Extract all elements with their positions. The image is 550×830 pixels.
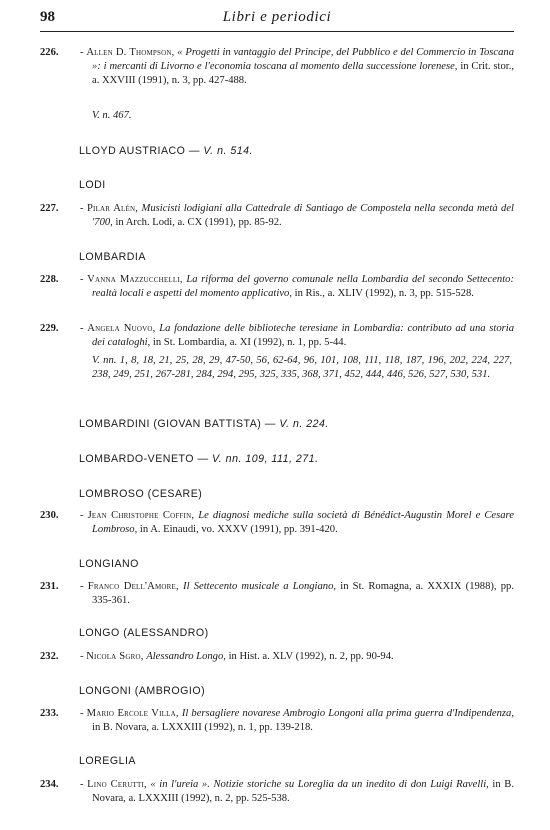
entry-publication: in Hist. a. XLV (1992), n. 2, pp. 90-94. <box>228 651 394 662</box>
entry-author: Angela Nuovo, <box>87 323 156 334</box>
page-header <box>40 8 514 32</box>
entry-text: - Vanna Mazzucchelli, La riforma del governo comunale nella Lombardia del secondo Settecento: realtà locali e aspetti del momento applicativo, in Ris., a. XLIV (1992), n. 3, pp. 515-528. <box>80 274 514 299</box>
entry-text: - Lino Cerutti, « in l'ureia ». Notizie storiche su Loreglia da un inedito di don Luigi Ravelli, in B. Novara, a. LXXXIII (1992), n. 2, pp. 525-538. <box>80 779 514 804</box>
entry-title: « Progetti in vantaggio del Principe, del Pubblico e del Commercio in Toscana »: i mercanti di Livorno e l'economia toscana al momento della successione lorenese, <box>92 47 514 72</box>
entry-227 <box>40 202 514 230</box>
entry-234 <box>40 778 514 806</box>
subject-lodi: LODI <box>79 179 106 191</box>
entry-230 <box>40 509 514 537</box>
entry-number: 229. <box>40 323 59 334</box>
entry-author: Franco Dell'Amore, <box>87 581 179 592</box>
entry-title: Alessandro Longo, <box>146 651 226 662</box>
entry-229-crossref: V. nn. 1, 8, 18, 21, 25, 28, 29, 47-50, 56, 62-64, 96, 101, 108, 111, 118, 187, 196, 202, 224, 227, 238, 249, 251, 267-281, 284, 294, 295, 325, 335, 368, 371, 452, 444, 446, 526, 527, 530, 531. <box>92 355 512 380</box>
entry-text: - Allen D. Thompson, « Progetti in vantaggio del Principe, del Pubblico e del Commercio in Toscana »: i mercanti di Livorno e l'economia toscana al momento della successione lorenese, in Crit. stor., a. XXVIII (1991), n. 3, pp. 427-488. <box>80 47 514 86</box>
entry-text: - Angela Nuovo, La fondazione delle biblioteche teresiane in Lombardia: contributo ad una storia dei cataloghi, in St. Lombardia, a. XI (1992), n. 1, pp. 5-44. <box>80 323 514 348</box>
entry-author: Lino Cerutti, <box>87 779 147 790</box>
entry-publication: in Ris., a. XLIV (1992), n. 3, pp. 515-528. <box>294 288 474 299</box>
entry-number: 232. <box>40 651 59 662</box>
entry-228 <box>40 273 514 301</box>
running-title: Libri e periodici <box>222 9 332 25</box>
entry-title: La fondazione delle biblioteche teresiane in Lombardia: contributo ad una storia dei cataloghi, <box>92 323 514 348</box>
entry-publication: in St. Romagna, a. XXXIX (1988), pp. 335-361. <box>92 581 515 606</box>
subject-lombroso: LOMBROSO (CESARE) <box>79 488 203 500</box>
entry-text: - Nicola Sgro, Alessandro Longo, in Hist. a. XLV (1992), n. 2, pp. 90-94. <box>80 651 394 662</box>
entry-number: 233. <box>40 708 59 719</box>
entry-publication: in B. Novara, a. LXXXIII (1992), n. 2, pp. 525-538. <box>92 779 514 804</box>
entry-author: Vanna Mazzucchelli, <box>87 274 183 285</box>
entry-publication: in St. Lombardia, a. XI (1992), n. 1, pp. 5-44. <box>152 337 347 348</box>
subject-longoni: LONGONI (AMBROGIO) <box>79 685 206 697</box>
entry-229 <box>40 322 514 350</box>
entry-author: Jean Christophe Coffin, <box>87 510 195 521</box>
header-rule <box>40 31 514 32</box>
entry-title: Il Settecento musicale a Longiano, <box>183 581 337 592</box>
entry-number: 226. <box>40 47 59 58</box>
entry-title: « in l'ureia ». Notizie storiche su Loreglia da un inedito di don Luigi Ravelli, <box>150 779 489 790</box>
entry-232 <box>40 650 514 664</box>
entry-title: Le diagnosi mediche sulla società di Bénédict-Augustin Morel e Cesare Lombroso, <box>92 510 514 535</box>
page-number: 98 <box>40 9 55 25</box>
subject-lombardo-veneto: LOMBARDO-VENETO — V. nn. 109, 111, 271. <box>79 453 319 465</box>
entry-text: - Mario Ercole Villa, Il bersagliere novarese Ambrogio Longoni alla prima guerra d'Indipendenza, in B. Novara, a. LXXXIII (1992), n. 1, pp. 139-218. <box>80 708 514 733</box>
entry-number: 231. <box>40 581 59 592</box>
entry-publication: in Arch. Lodi, a. CX (1991), pp. 85-92. <box>115 217 282 228</box>
entry-author: Nicola Sgro, <box>86 651 144 662</box>
subject-lloyd-austriaco: LLOYD AUSTRIACO — V. n. 514. <box>79 145 253 157</box>
entry-text: - Franco Dell'Amore, Il Settecento musicale a Longiano, in St. Romagna, a. XXXIX (1988), pp. 335-361. <box>80 581 515 606</box>
subject-longiano: LONGIANO <box>79 558 139 570</box>
subject-longo: LONGO (ALESSANDRO) <box>79 627 209 639</box>
entry-226 <box>40 46 514 88</box>
entry-226-crossref: V. n. 467. <box>92 110 132 121</box>
entry-title: Musicisti lodigiani alla Cattedrale di Santiago de Compostela nella seconda metà del '700, <box>92 203 514 228</box>
entry-author: Pilar Alén, <box>86 203 139 214</box>
entry-author: Mario Ercole Villa, <box>86 708 179 719</box>
subject-loreglia: LOREGLIA <box>79 755 136 767</box>
entry-author: Allen D. Thompson, <box>86 47 175 58</box>
entry-title: La riforma del governo comunale nella Lombardia del secondo Settecento: realtà locali e aspetti del momento applicativo, <box>92 274 514 299</box>
subject-lombardia: LOMBARDIA <box>79 251 146 263</box>
entry-231 <box>40 580 514 608</box>
entry-number: 230. <box>40 510 59 521</box>
entry-number: 234. <box>40 779 59 790</box>
entry-publication: in A. Einaudi, vo. XXXV (1991), pp. 391-420. <box>139 524 338 535</box>
entry-233 <box>40 707 514 735</box>
subject-lombardini: LOMBARDINI (GIOVAN BATTISTA) — V. n. 224. <box>79 418 329 430</box>
entry-text: - Jean Christophe Coffin, Le diagnosi mediche sulla società di Bénédict-Augustin Morel e Cesare Lombroso, in A. Einaudi, vo. XXXV (1991), pp. 391-420. <box>80 510 514 535</box>
entry-text: - Pilar Alén, Musicisti lodigiani alla Cattedrale di Santiago de Compostela nella seconda metà del '700, in Arch. Lodi, a. CX (1991), pp. 85-92. <box>80 203 514 228</box>
entry-publication: in Crit. stor., a. XXVIII (1991), n. 3, pp. 427-488. <box>92 61 514 86</box>
entry-title: Il bersagliere novarese Ambrogio Longoni alla prima guerra d'Indipendenza, <box>181 708 514 719</box>
entry-number: 227. <box>40 203 59 214</box>
entry-publication: in B. Novara, a. LXXXIII (1992), n. 1, pp. 139-218. <box>92 722 313 733</box>
entry-number: 228. <box>40 274 59 285</box>
